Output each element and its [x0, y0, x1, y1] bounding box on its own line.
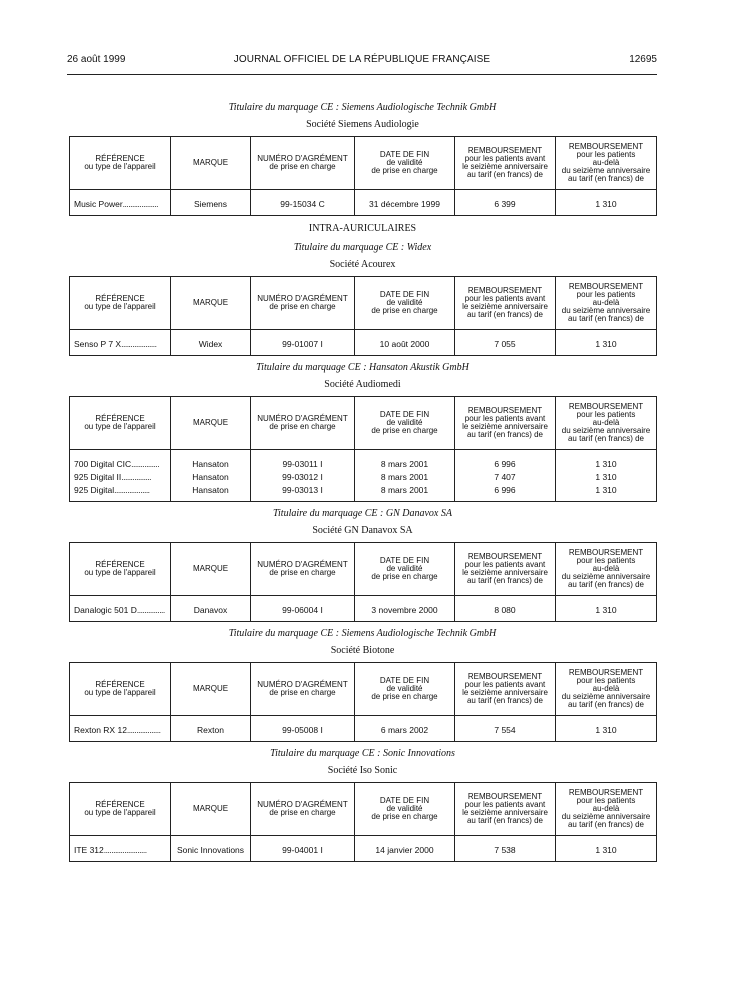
- marque-cell-text: Hansaton: [192, 485, 229, 496]
- section: [69, 360, 656, 502]
- remb-avant-cell-text: 6 996: [494, 485, 516, 496]
- numero-cell: [251, 450, 355, 472]
- header-line: REMBOURSEMENT: [568, 282, 644, 291]
- date-fin-cell: [355, 596, 455, 622]
- table-header-row: [70, 137, 657, 190]
- header-line: DATE DE FIN: [379, 150, 430, 159]
- header-line: ou type de l'appareil: [84, 688, 156, 697]
- reference-cell: [70, 716, 171, 742]
- date-fin-cell: [355, 484, 455, 502]
- marque-cell: [171, 596, 251, 622]
- header-line: au-delà: [592, 804, 620, 813]
- header-line: pour les patients avant: [464, 680, 546, 689]
- header-line: de prise en charge: [269, 302, 336, 311]
- header-line: au-delà: [592, 418, 620, 427]
- header-line: RÉFÉRENCE: [95, 154, 145, 163]
- header-line: au tarif (en francs) de: [567, 820, 645, 829]
- header-line: DATE DE FIN: [379, 676, 430, 685]
- device-table: [69, 542, 657, 622]
- journal-title: JOURNAL OFFICIEL DE LA RÉPUBLIQUE FRANÇAISE: [233, 54, 491, 65]
- reference-cell: [70, 330, 171, 356]
- marque-cell-text: Rexton: [197, 725, 224, 736]
- col-header-marque: [171, 543, 251, 596]
- header-line: RÉFÉRENCE: [95, 680, 145, 689]
- marque-cell: [171, 716, 251, 742]
- reference-cell-text: Music Power: [74, 199, 123, 210]
- header-line: MARQUE: [192, 298, 229, 307]
- col-header-remb-avant: [455, 543, 556, 596]
- date-fin-cell-text: 8 mars 2001: [380, 485, 429, 496]
- reference-cell-text: 925 Digital II: [74, 472, 122, 483]
- reference-cell-text: Danalogic 501 D: [74, 605, 137, 616]
- col-header-reference: [70, 277, 171, 330]
- col-header-remb-apres: [556, 783, 657, 836]
- header-line: ou type de l'appareil: [84, 302, 156, 311]
- publication-date: 26 août 1999: [67, 54, 126, 65]
- remb-apres-cell: [556, 471, 657, 484]
- header-line: NUMÉRO D'AGRÉMENT: [257, 414, 348, 423]
- table-header-row: [70, 397, 657, 450]
- remb-apres-cell-text: 1 310: [595, 725, 617, 736]
- header-line: RÉFÉRENCE: [95, 560, 145, 569]
- header-line: ou type de l'appareil: [84, 422, 156, 431]
- device-table: [69, 136, 657, 216]
- titulaire-line: Titulaire du marquage CE : Hansaton Akustik GmbH: [256, 362, 469, 373]
- date-fin-cell: [355, 716, 455, 742]
- societe-line: Société Iso Sonic: [327, 765, 398, 776]
- header-line: ou type de l'appareil: [84, 162, 156, 171]
- reference-cell: [70, 471, 171, 484]
- col-header-remb-apres: [556, 137, 657, 190]
- remb-apres-cell-text: 1 310: [595, 472, 617, 483]
- header-line: RÉFÉRENCE: [95, 800, 145, 809]
- header-line: au tarif (en francs) de: [466, 310, 544, 319]
- header-line: NUMÉRO D'AGRÉMENT: [257, 800, 348, 809]
- header-line: au tarif (en francs) de: [466, 170, 544, 179]
- remb-avant-cell-text: 7 055: [494, 339, 516, 350]
- header-line: RÉFÉRENCE: [95, 414, 145, 423]
- header-line: de prise en charge: [269, 568, 336, 577]
- col-header-remb-avant: [455, 783, 556, 836]
- table-row: [70, 596, 657, 622]
- remb-apres-cell: [556, 484, 657, 502]
- table-row: [70, 716, 657, 742]
- header-line: au tarif (en francs) de: [466, 816, 544, 825]
- header-line: de prise en charge: [269, 162, 336, 171]
- col-header-reference: [70, 543, 171, 596]
- col-header-remb-avant: [455, 663, 556, 716]
- societe-line: Société Biotone: [330, 645, 395, 656]
- header-line: pour les patients: [576, 150, 636, 159]
- remb-avant-cell: [455, 716, 556, 742]
- section: [69, 100, 656, 216]
- header-line: NUMÉRO D'AGRÉMENT: [257, 154, 348, 163]
- date-fin-cell: [355, 330, 455, 356]
- header-line: le seizième anniversaire: [462, 422, 548, 431]
- leader-dots: ...................: [121, 339, 157, 350]
- numero-cell: [251, 716, 355, 742]
- document-body: [69, 98, 656, 866]
- header-line: du seizième anniversaire: [561, 426, 651, 435]
- date-fin-cell-text: 6 mars 2002: [380, 725, 429, 736]
- date-fin-cell-text: 14 janvier 2000: [375, 845, 434, 856]
- header-line: le seizième anniversaire: [462, 688, 548, 697]
- leader-dots: ...................: [114, 485, 150, 496]
- header-line: MARQUE: [192, 684, 229, 693]
- remb-avant-cell-text: 8 080: [494, 605, 516, 616]
- col-header-date-fin: [355, 397, 455, 450]
- header-line: au tarif (en francs) de: [567, 580, 645, 589]
- table-row: [70, 330, 657, 356]
- header-line: le seizième anniversaire: [462, 302, 548, 311]
- col-header-date-fin: [355, 137, 455, 190]
- section: [69, 506, 656, 622]
- leader-dots: ...............: [131, 459, 160, 470]
- table-header-row: [70, 277, 657, 330]
- numero-cell: [251, 471, 355, 484]
- header-line: de prise en charge: [269, 422, 336, 431]
- header-line: le seizième anniversaire: [462, 808, 548, 817]
- leader-dots: ................: [121, 472, 152, 483]
- header-line: REMBOURSEMENT: [467, 792, 543, 801]
- date-fin-cell: [355, 450, 455, 472]
- remb-avant-cell-text: 7 407: [494, 472, 516, 483]
- col-header-remb-avant: [455, 137, 556, 190]
- remb-avant-cell-text: 6 996: [494, 459, 516, 470]
- device-table: [69, 396, 657, 502]
- header-line: MARQUE: [192, 804, 229, 813]
- remb-avant-cell: [455, 596, 556, 622]
- header-line: pour les patients avant: [464, 294, 546, 303]
- header-line: de validité: [386, 298, 423, 307]
- reference-cell: [70, 190, 171, 216]
- header-line: DATE DE FIN: [379, 556, 430, 565]
- date-fin-cell-text: 8 mars 2001: [380, 459, 429, 470]
- numero-cell: [251, 190, 355, 216]
- col-header-remb-apres: [556, 543, 657, 596]
- remb-apres-cell: [556, 716, 657, 742]
- reference-cell: [70, 450, 171, 472]
- header-line: de prise en charge: [371, 812, 438, 821]
- marque-cell: [171, 330, 251, 356]
- numero-cell-text: 99-03011 I: [282, 459, 323, 470]
- remb-apres-cell: [556, 836, 657, 862]
- header-line: MARQUE: [192, 564, 229, 573]
- table-header-row: [70, 783, 657, 836]
- col-header-remb-avant: [455, 397, 556, 450]
- device-table: [69, 276, 657, 356]
- remb-avant-cell-text: 7 538: [494, 845, 516, 856]
- numero-cell-text: 99-15034 C: [280, 199, 325, 210]
- numero-cell: [251, 330, 355, 356]
- header-line: le seizième anniversaire: [462, 162, 548, 171]
- table-header-row: [70, 543, 657, 596]
- titulaire-line: Titulaire du marquage CE : Sonic Innovations: [270, 748, 455, 759]
- numero-cell-text: 99-05008 I: [282, 725, 323, 736]
- header-line: au tarif (en francs) de: [567, 700, 645, 709]
- col-header-date-fin: [355, 277, 455, 330]
- header-line: de prise en charge: [371, 166, 438, 175]
- col-header-date-fin: [355, 543, 455, 596]
- col-header-marque: [171, 783, 251, 836]
- date-fin-cell-text: 3 novembre 2000: [371, 605, 438, 616]
- marque-cell: [171, 484, 251, 502]
- reference-cell-text: ITE 312: [74, 845, 104, 856]
- numero-cell: [251, 596, 355, 622]
- titulaire-line: Titulaire du marquage CE : Siemens Audiologische Technik GmbH: [228, 102, 497, 113]
- col-header-marque: [171, 397, 251, 450]
- remb-apres-cell-text: 1 310: [595, 485, 617, 496]
- numero-cell-text: 99-03012 I: [282, 472, 323, 483]
- group-heading: INTRA-AURICULAIRES: [308, 223, 417, 234]
- leader-dots: ..................: [126, 725, 161, 736]
- header-line: de prise en charge: [371, 572, 438, 581]
- leader-dots: ...............: [136, 605, 165, 616]
- device-table: [69, 782, 657, 862]
- table-row: [70, 471, 657, 484]
- header-line: au tarif (en francs) de: [567, 434, 645, 443]
- header-line: au-delà: [592, 158, 620, 167]
- marque-cell-text: Hansaton: [192, 472, 229, 483]
- col-header-reference: [70, 783, 171, 836]
- table-row: [70, 836, 657, 862]
- numero-cell-text: 99-06004 I: [282, 605, 323, 616]
- header-line: de prise en charge: [269, 688, 336, 697]
- remb-avant-cell-text: 6 399: [494, 199, 516, 210]
- header-line: du seizième anniversaire: [561, 692, 651, 701]
- titulaire-line: Titulaire du marquage CE : GN Danavox SA: [273, 508, 452, 519]
- numero-cell-text: 99-04001 I: [282, 845, 323, 856]
- marque-cell-text: Siemens: [193, 199, 228, 210]
- societe-line: Société Acourex: [329, 259, 396, 270]
- header-line: au tarif (en francs) de: [466, 430, 544, 439]
- col-header-numero: [251, 543, 355, 596]
- remb-avant-cell: [455, 836, 556, 862]
- col-header-date-fin: [355, 783, 455, 836]
- header-line: de prise en charge: [371, 426, 438, 435]
- remb-apres-cell: [556, 190, 657, 216]
- header-line: REMBOURSEMENT: [467, 406, 543, 415]
- header-line: REMBOURSEMENT: [568, 668, 644, 677]
- col-header-numero: [251, 137, 355, 190]
- device-table: [69, 662, 657, 742]
- titulaire-line: Titulaire du marquage CE : Widex: [293, 242, 432, 253]
- remb-apres-cell-text: 1 310: [595, 845, 617, 856]
- marque-cell-text: Widex: [198, 339, 223, 350]
- col-header-reference: [70, 137, 171, 190]
- header-line: pour les patients avant: [464, 800, 546, 809]
- col-header-reference: [70, 663, 171, 716]
- header-line: ou type de l'appareil: [84, 568, 156, 577]
- header-line: REMBOURSEMENT: [467, 672, 543, 681]
- remb-avant-cell: [455, 330, 556, 356]
- header-line: au tarif (en francs) de: [466, 576, 544, 585]
- remb-apres-cell: [556, 450, 657, 472]
- header-line: de prise en charge: [269, 808, 336, 817]
- section: [69, 220, 656, 356]
- header-line: de validité: [386, 564, 423, 573]
- marque-cell-text: Hansaton: [192, 459, 229, 470]
- col-header-numero: [251, 663, 355, 716]
- table-row: [70, 484, 657, 502]
- table-row: [70, 190, 657, 216]
- header-line: du seizième anniversaire: [561, 166, 651, 175]
- numero-cell-text: 99-03013 I: [282, 485, 323, 496]
- marque-cell: [171, 450, 251, 472]
- remb-apres-cell-text: 1 310: [595, 199, 617, 210]
- header-line: REMBOURSEMENT: [568, 142, 644, 151]
- marque-cell-text: Sonic Innovations: [176, 845, 245, 856]
- date-fin-cell-text: 31 décembre 1999: [369, 199, 440, 210]
- header-line: NUMÉRO D'AGRÉMENT: [257, 680, 348, 689]
- header-line: REMBOURSEMENT: [568, 788, 644, 797]
- reference-cell-text: 700 Digital CIC: [74, 459, 132, 470]
- societe-line: Société Siemens Audiologie: [306, 119, 419, 130]
- header-line: pour les patients avant: [464, 560, 546, 569]
- date-fin-cell-text: 8 mars 2001: [380, 472, 429, 483]
- remb-apres-cell: [556, 330, 657, 356]
- header-line: pour les patients: [576, 796, 636, 805]
- section: [69, 746, 656, 862]
- header-line: de prise en charge: [371, 306, 438, 315]
- col-header-numero: [251, 783, 355, 836]
- societe-line: Société GN Danavox SA: [312, 525, 413, 536]
- table-header-row: [70, 663, 657, 716]
- col-header-marque: [171, 137, 251, 190]
- header-line: au-delà: [592, 564, 620, 573]
- section: [69, 626, 656, 742]
- col-header-marque: [171, 663, 251, 716]
- header-line: REMBOURSEMENT: [467, 286, 543, 295]
- marque-cell: [171, 190, 251, 216]
- date-fin-cell: [355, 836, 455, 862]
- reference-cell-text: Rexton RX 12: [74, 725, 127, 736]
- header-line: du seizième anniversaire: [561, 572, 651, 581]
- remb-avant-cell: [455, 450, 556, 472]
- header-line: NUMÉRO D'AGRÉMENT: [257, 560, 348, 569]
- header-line: le seizième anniversaire: [462, 568, 548, 577]
- header-line: au tarif (en francs) de: [567, 314, 645, 323]
- header-line: de validité: [386, 804, 423, 813]
- table-row: [70, 450, 657, 472]
- leader-dots: .......................: [103, 845, 147, 856]
- remb-avant-cell: [455, 484, 556, 502]
- col-header-remb-apres: [556, 663, 657, 716]
- header-line: au tarif (en francs) de: [466, 696, 544, 705]
- col-header-numero: [251, 397, 355, 450]
- col-header-remb-apres: [556, 277, 657, 330]
- header-line: de prise en charge: [371, 692, 438, 701]
- reference-cell: [70, 836, 171, 862]
- header-line: ou type de l'appareil: [84, 808, 156, 817]
- header-line: de validité: [386, 158, 423, 167]
- marque-cell: [171, 471, 251, 484]
- header-line: au-delà: [592, 298, 620, 307]
- leader-dots: ...................: [122, 199, 159, 210]
- reference-cell: [70, 596, 171, 622]
- page-header: [67, 54, 657, 70]
- header-line: au-delà: [592, 684, 620, 693]
- marque-cell: [171, 836, 251, 862]
- numero-cell: [251, 836, 355, 862]
- remb-apres-cell-text: 1 310: [595, 459, 617, 470]
- reference-cell-text: Senso P 7 X: [74, 339, 122, 350]
- header-line: DATE DE FIN: [379, 290, 430, 299]
- header-line: de validité: [386, 418, 423, 427]
- remb-apres-cell: [556, 596, 657, 622]
- reference-cell: [70, 484, 171, 502]
- date-fin-cell: [355, 190, 455, 216]
- header-line: DATE DE FIN: [379, 796, 430, 805]
- header-line: NUMÉRO D'AGRÉMENT: [257, 294, 348, 303]
- header-line: du seizième anniversaire: [561, 306, 651, 315]
- col-header-numero: [251, 277, 355, 330]
- col-header-remb-apres: [556, 397, 657, 450]
- col-header-remb-avant: [455, 277, 556, 330]
- header-line: REMBOURSEMENT: [568, 548, 644, 557]
- remb-avant-cell: [455, 190, 556, 216]
- page-number: 12695: [629, 54, 657, 65]
- numero-cell-text: 99-01007 I: [282, 339, 323, 350]
- remb-avant-cell: [455, 471, 556, 484]
- date-fin-cell: [355, 471, 455, 484]
- header-line: pour les patients: [576, 290, 636, 299]
- numero-cell: [251, 484, 355, 502]
- remb-apres-cell-text: 1 310: [595, 339, 617, 350]
- header-line: pour les patients: [576, 556, 636, 565]
- col-header-marque: [171, 277, 251, 330]
- header-line: de validité: [386, 684, 423, 693]
- date-fin-cell-text: 10 août 2000: [379, 339, 430, 350]
- header-line: au tarif (en francs) de: [567, 174, 645, 183]
- header-line: du seizième anniversaire: [561, 812, 651, 821]
- col-header-reference: [70, 397, 171, 450]
- header-line: pour les patients: [576, 676, 636, 685]
- reference-cell-text: 925 Digital: [74, 485, 115, 496]
- header-line: DATE DE FIN: [379, 410, 430, 419]
- header-line: pour les patients avant: [464, 414, 546, 423]
- header-line: REMBOURSEMENT: [568, 402, 644, 411]
- header-line: RÉFÉRENCE: [95, 294, 145, 303]
- titulaire-line: Titulaire du marquage CE : Siemens Audiologische Technik GmbH: [228, 628, 497, 639]
- header-line: MARQUE: [192, 158, 229, 167]
- header-line: pour les patients avant: [464, 154, 546, 163]
- remb-apres-cell-text: 1 310: [595, 605, 617, 616]
- marque-cell-text: Danavox: [193, 605, 228, 616]
- header-line: REMBOURSEMENT: [467, 146, 543, 155]
- remb-avant-cell-text: 7 554: [494, 725, 516, 736]
- header-rule: [67, 74, 657, 75]
- col-header-date-fin: [355, 663, 455, 716]
- societe-line: Société Audiomedi: [324, 379, 401, 390]
- header-line: REMBOURSEMENT: [467, 552, 543, 561]
- header-line: pour les patients: [576, 410, 636, 419]
- header-line: MARQUE: [192, 418, 229, 427]
